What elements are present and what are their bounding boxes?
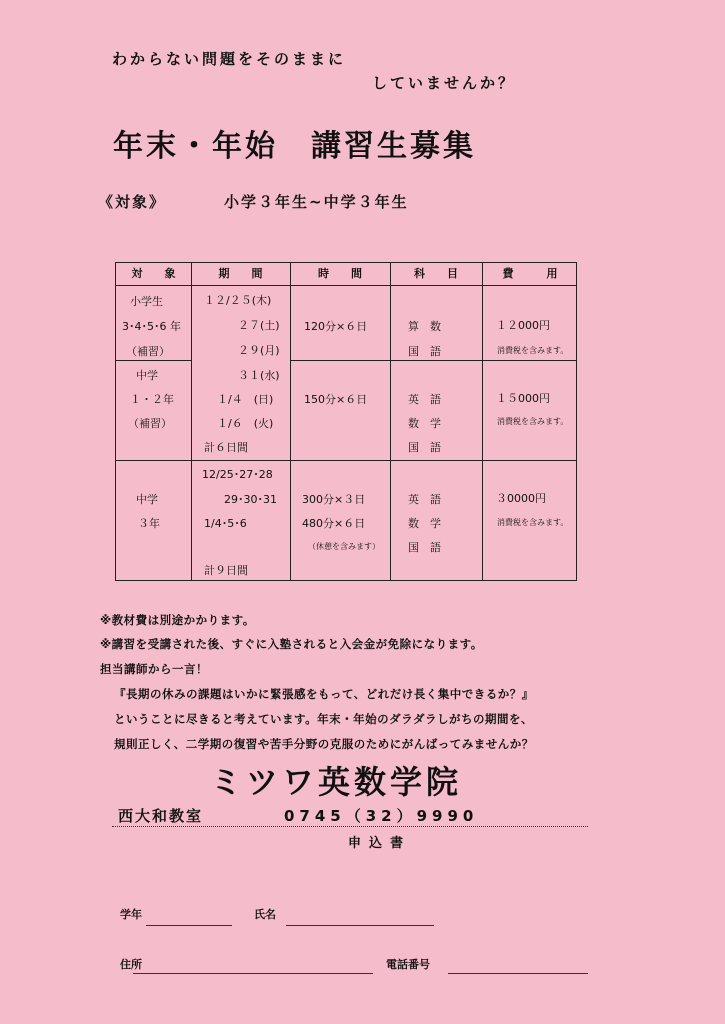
- message-line-3: 規則正しく、二学期の復習や苦手分野の克服のためにがんばってみませんか？: [114, 737, 534, 751]
- row1-target-line2: 3･4･5･6 年: [122, 320, 181, 333]
- name-label: 氏名: [254, 908, 276, 921]
- period-shared-4: ３１(水): [238, 369, 280, 382]
- grade-field[interactable]: [146, 925, 232, 926]
- column-header-subject: 科 目: [414, 267, 458, 280]
- note-materials: ※教材費は別途かかります。: [100, 613, 255, 627]
- page-title: 年末・年始 講習生募集: [113, 129, 476, 164]
- tel-label: 電話番号: [386, 958, 430, 971]
- grade-label: 学年: [120, 908, 142, 921]
- row1-time: 120分×６日: [304, 320, 368, 333]
- row3-subject-3: 国 語: [408, 541, 441, 554]
- row3-subject-1: 英 語: [408, 493, 441, 506]
- row3-time-note: （休憩を含みます）: [308, 542, 380, 551]
- row2-target-line3: （補習）: [128, 417, 172, 430]
- row3-tax-note: 消費税を含みます。: [497, 518, 569, 527]
- name-field[interactable]: [286, 925, 434, 926]
- column-header-time: 時 間: [318, 267, 362, 280]
- phone-number: 0745（32）9990: [284, 807, 479, 825]
- period-shared-total: 計６日間: [204, 441, 248, 454]
- column-header-fee: 費 用: [502, 267, 558, 280]
- row2-subject-1: 英 語: [408, 393, 441, 406]
- period-shared-5: １/４ (日): [217, 393, 274, 406]
- row3-period-2: 29･30･31: [224, 493, 277, 506]
- message-heading: 担当講師から一言！: [100, 662, 208, 676]
- row2-tax-note: 消費税を含みます。: [497, 417, 569, 426]
- row1-fee: １２000円: [496, 319, 550, 332]
- note-admission: ※講習を受講された後、すぐに入塾されると入会金が免除になります。: [100, 637, 483, 651]
- row3-period-1: 12/25･27･28: [202, 468, 273, 481]
- row3-target-line2: ３年: [138, 517, 160, 530]
- row1-target-line1: 小学生: [130, 295, 163, 308]
- row2-subject-2: 数 学: [408, 417, 441, 430]
- row3-period-3: 1/4･5･6: [204, 517, 247, 530]
- row1-target-line3: （補習）: [126, 345, 170, 358]
- target-value: 小学３年生~中学３年生: [224, 193, 409, 211]
- message-line-1: 『長期の休みの課題はいかに緊張感をもって、どれだけ長く集中できるか？』: [114, 687, 534, 701]
- message-line-2: ということに尽きると考えています。年末・年始のダラダラしがちの期間を、: [114, 712, 533, 726]
- cut-line: [112, 826, 588, 827]
- row3-time-1: 300分×３日: [302, 493, 366, 506]
- tel-field[interactable]: [448, 973, 588, 974]
- address-label: 住所: [120, 958, 142, 971]
- row2-fee: １５000円: [496, 392, 550, 405]
- column-header-target: 対 象: [131, 267, 176, 280]
- period-shared-6: １/６ (火): [217, 417, 274, 430]
- row3-period-total: 計９日間: [204, 564, 248, 577]
- row3-target-line1: 中学: [136, 493, 158, 506]
- address-field[interactable]: [133, 973, 373, 974]
- row2-target-line1: 中学: [136, 369, 158, 382]
- row2-time: 150分×６日: [304, 393, 368, 406]
- row3-time-2: 480分×６日: [302, 517, 366, 530]
- form-title: 申込書: [348, 836, 412, 851]
- row3-fee: ３0000円: [496, 492, 546, 505]
- row1-subject-1: 算 数: [408, 320, 441, 333]
- row1-subject-2: 国 語: [408, 345, 441, 358]
- period-shared-3: ２９(月): [238, 344, 280, 357]
- branch-name: 西大和教室: [118, 807, 204, 825]
- row3-subject-2: 数 学: [408, 517, 441, 530]
- row2-target-line2: １・２年: [130, 393, 174, 406]
- target-label: 《対象》: [98, 193, 167, 211]
- tagline-line-1: わからない問題をそのままに: [112, 50, 347, 68]
- period-shared-2: ２７(土): [238, 319, 280, 332]
- row1-tax-note: 消費税を含みます。: [497, 346, 569, 355]
- school-name: ミツワ英数学院: [210, 763, 463, 801]
- row2-subject-3: 国 語: [408, 441, 441, 454]
- tagline-line-2: していませんか？: [372, 74, 517, 92]
- period-shared-1: １２/２５(木): [204, 294, 272, 307]
- schedule-table: [115, 262, 577, 581]
- column-header-period: 期 間: [218, 267, 263, 280]
